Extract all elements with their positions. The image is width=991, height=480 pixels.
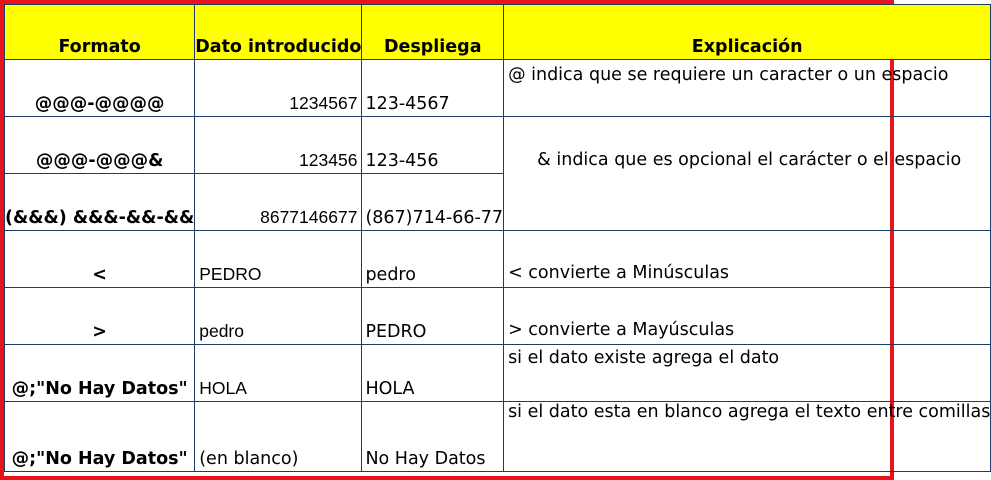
cell-formato[interactable]: @@@-@@@@ <box>5 60 195 117</box>
bottom-border <box>0 476 894 480</box>
cell-despliega[interactable]: HOLA <box>362 345 504 402</box>
header-row <box>5 5 991 60</box>
cell-despliega[interactable]: (867)714-66-77 <box>362 174 504 231</box>
cell-explicacion[interactable]: < convierte a Minúsculas <box>504 231 991 288</box>
cell-dato[interactable]: PEDRO <box>195 231 362 288</box>
table-row <box>5 117 991 174</box>
cell-despliega[interactable]: No Hay Datos <box>362 402 504 472</box>
table-row <box>5 402 991 472</box>
cell-dato[interactable]: HOLA <box>195 345 362 402</box>
cell-formato[interactable]: @@@-@@@& <box>5 117 195 174</box>
header-dato-introducido[interactable]: Dato introducido <box>195 5 362 60</box>
cell-formato[interactable]: @;"No Hay Datos" <box>5 345 195 402</box>
cell-dato[interactable]: 8677146677 <box>195 174 362 231</box>
format-table <box>4 4 991 472</box>
cell-explicacion[interactable]: @ indica que se requiere un caracter o un espacio <box>504 60 991 117</box>
cell-despliega[interactable]: PEDRO <box>362 288 504 345</box>
table-row <box>5 345 991 402</box>
cell-despliega[interactable]: 123-4567 <box>362 60 504 117</box>
cell-formato[interactable]: @;"No Hay Datos" <box>5 402 195 472</box>
table-row <box>5 288 991 345</box>
cell-dato[interactable]: 1234567 <box>195 60 362 117</box>
header-explicacion[interactable]: Explicación <box>504 5 991 60</box>
table-row <box>5 231 991 288</box>
cell-formato[interactable]: (&&&) &&&-&&-&& <box>5 174 195 231</box>
cell-formato[interactable]: < <box>5 231 195 288</box>
cell-dato[interactable]: pedro <box>195 288 362 345</box>
cell-formato[interactable]: > <box>5 288 195 345</box>
table-row <box>5 60 991 117</box>
header-despliega[interactable]: Despliega <box>362 5 504 60</box>
cell-explicacion[interactable]: si el dato esta en blanco agrega el texto entre comillas <box>504 402 991 472</box>
cell-despliega[interactable]: 123-456 <box>362 117 504 174</box>
cell-dato[interactable]: 123456 <box>195 117 362 174</box>
cell-explicacion[interactable]: si el dato existe agrega el dato <box>504 345 991 402</box>
header-formato[interactable]: Formato <box>5 5 195 60</box>
cell-explicacion[interactable]: > convierte a Mayúsculas <box>504 288 991 345</box>
cell-explicacion-merged[interactable]: & indica que es opcional el carácter o el espacio <box>504 117 991 231</box>
cell-dato[interactable]: (en blanco) <box>195 402 362 472</box>
cell-despliega[interactable]: pedro <box>362 231 504 288</box>
